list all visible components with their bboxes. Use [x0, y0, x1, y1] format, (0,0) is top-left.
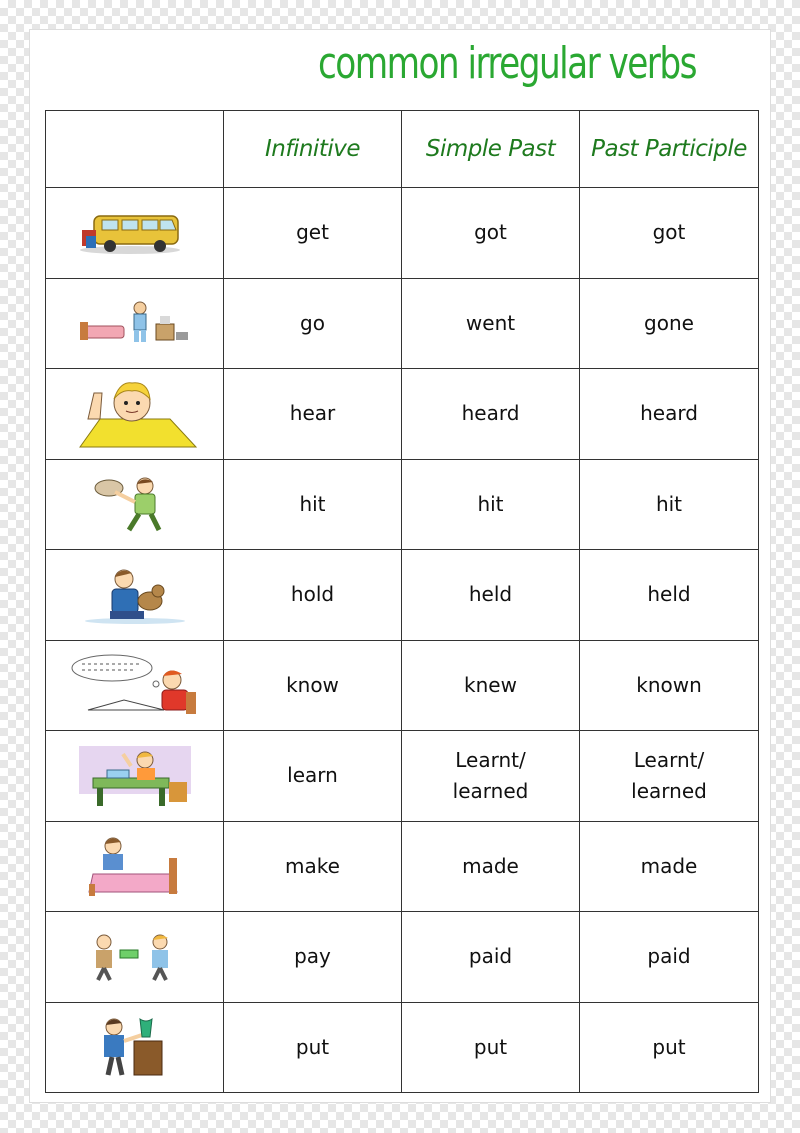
past-participle-cell: got [580, 188, 759, 279]
table-row [46, 369, 759, 460]
infinitive-cell: get [224, 188, 402, 279]
boy-listening-icon [70, 379, 200, 449]
header-picture [46, 111, 224, 188]
infinitive-cell: pay [224, 912, 402, 1003]
simple-past-cell: got [402, 188, 580, 279]
table-row [46, 459, 759, 550]
picture-cell [46, 550, 224, 641]
table-row [46, 550, 759, 641]
header-row [46, 111, 759, 188]
boy-at-desk-icon [73, 744, 197, 808]
past-participle-cell: made [580, 821, 759, 912]
car-icon [80, 208, 190, 258]
verbs-table [45, 110, 759, 1093]
infinitive-cell: make [224, 821, 402, 912]
table-row [46, 188, 759, 279]
simple-past-cell: paid [402, 912, 580, 1003]
infinitive-cell: hit [224, 459, 402, 550]
table-row [46, 912, 759, 1003]
simple-past-cell: held [402, 550, 580, 641]
picture-cell [46, 369, 224, 460]
infinitive-cell: put [224, 1002, 402, 1093]
table-row [46, 821, 759, 912]
table-row [46, 731, 759, 822]
simple-past-cell: knew [402, 640, 580, 731]
header-infinitive: Infinitive [224, 111, 402, 188]
simple-past-cell: made [402, 821, 580, 912]
picture-cell [46, 278, 224, 369]
past-participle-cell: known [580, 640, 759, 731]
putting-vase-icon [90, 1015, 180, 1079]
table-row [46, 278, 759, 369]
paying-icon [80, 932, 190, 982]
past-participle-cell: put [580, 1002, 759, 1093]
infinitive-cell: learn [224, 731, 402, 822]
simple-past-cell: heard [402, 369, 580, 460]
infinitive-cell: go [224, 278, 402, 369]
picture-cell [46, 821, 224, 912]
past-participle-cell: paid [580, 912, 759, 1003]
past-participle-cell: held [580, 550, 759, 641]
page-title: common irregular verbs [318, 38, 696, 89]
picture-cell [46, 731, 224, 822]
picture-cell [46, 1002, 224, 1093]
picture-cell [46, 188, 224, 279]
header-simple-past: Simple Past [402, 111, 580, 188]
header-past-participle: Past Participle [580, 111, 759, 188]
table-row [46, 640, 759, 731]
table-row [46, 1002, 759, 1093]
past-participle-cell: heard [580, 369, 759, 460]
picture-cell [46, 640, 224, 731]
bedroom-icon [80, 298, 190, 348]
boy-hitting-icon [85, 474, 185, 534]
picture-cell [46, 912, 224, 1003]
making-bed-icon [85, 834, 185, 898]
boy-holding-dog-icon [80, 565, 190, 625]
picture-cell [46, 459, 224, 550]
simple-past-cell: put [402, 1002, 580, 1093]
simple-past-cell: Learnt/ learned [402, 731, 580, 822]
past-participle-cell: gone [580, 278, 759, 369]
infinitive-cell: hold [224, 550, 402, 641]
simple-past-cell: hit [402, 459, 580, 550]
past-participle-cell: hit [580, 459, 759, 550]
past-participle-cell: Learnt/ learned [580, 731, 759, 822]
boy-thinking-icon [68, 652, 202, 718]
infinitive-cell: hear [224, 369, 402, 460]
simple-past-cell: went [402, 278, 580, 369]
infinitive-cell: know [224, 640, 402, 731]
